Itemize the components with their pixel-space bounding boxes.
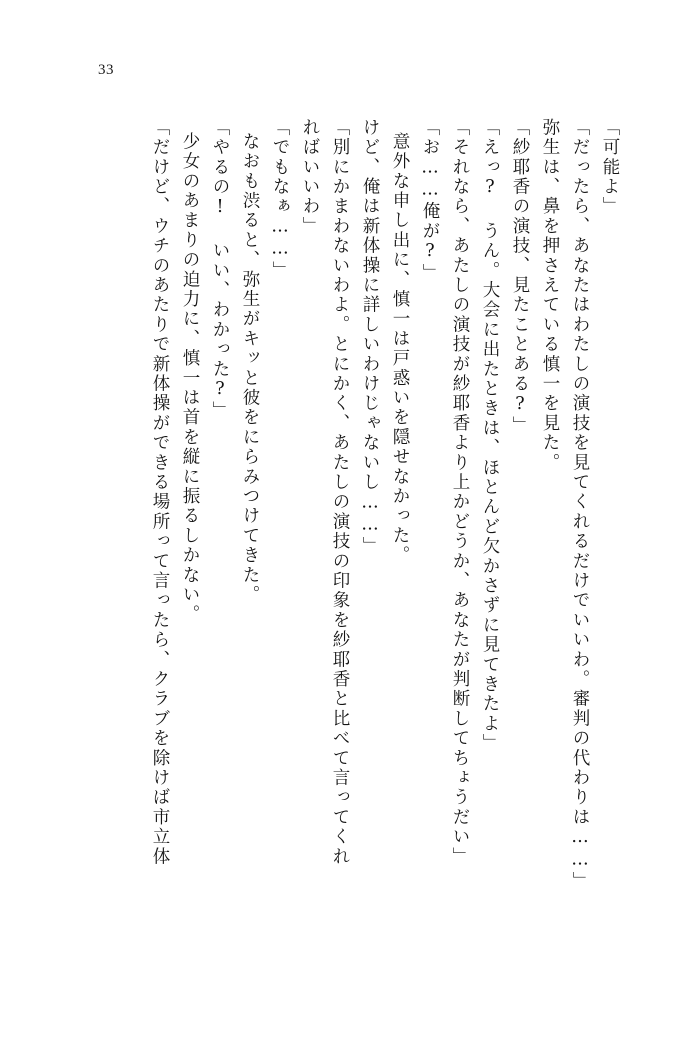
text-line: 「可能よ」 — [600, 118, 620, 217]
text-line: なおも渋ると、弥生がキッと彼をにらみつけてきた。 — [240, 132, 260, 605]
text-line: 「別にかまわないわよ。とにかく、あたしの演技の印象を紗耶香と比べて言ってくれ — [330, 118, 350, 867]
text-line: 「だったら、あなたはわたしの演技を見てくれるだけでいいわ。審判の代わりは……」 — [570, 118, 590, 892]
text-line: 「紗耶香の演技、見たことある?」 — [510, 118, 530, 436]
text-line: 少女のあまりの迫力に、慎一は首を縦に振るしかない。 — [180, 132, 200, 625]
page-number: 33 — [98, 62, 114, 78]
text-line: けど、俺は新体操に詳しいわけじゃないし……」 — [360, 118, 380, 557]
text-line: 弥生は、鼻を押さえている慎一を見た。 — [540, 118, 560, 473]
text-line: 「それなら、あたしの演技が紗耶香より上かどうか、あなたが判断してちょうだい」 — [450, 118, 470, 867]
text-line: 「だけど、ウチのあたりで新体操ができる場所って言ったら、クラブを除けば市立体 — [150, 118, 170, 867]
text-line: 「えっ? うん。大会に出たときは、ほとんど欠かさずに見てきたよ」 — [480, 118, 500, 754]
text-line: ればいいわ」 — [300, 118, 320, 237]
vertical-text-block — [62, 118, 618, 970]
text-line: 「やるの! いい、わかった?」 — [210, 118, 230, 421]
text-line: 意外な申し出に、慎一は戸惑いを隠せなかった。 — [390, 132, 410, 566]
text-line: 「お……俺が?」 — [420, 118, 440, 284]
text-line: 「でもなぁ……」 — [270, 118, 290, 281]
